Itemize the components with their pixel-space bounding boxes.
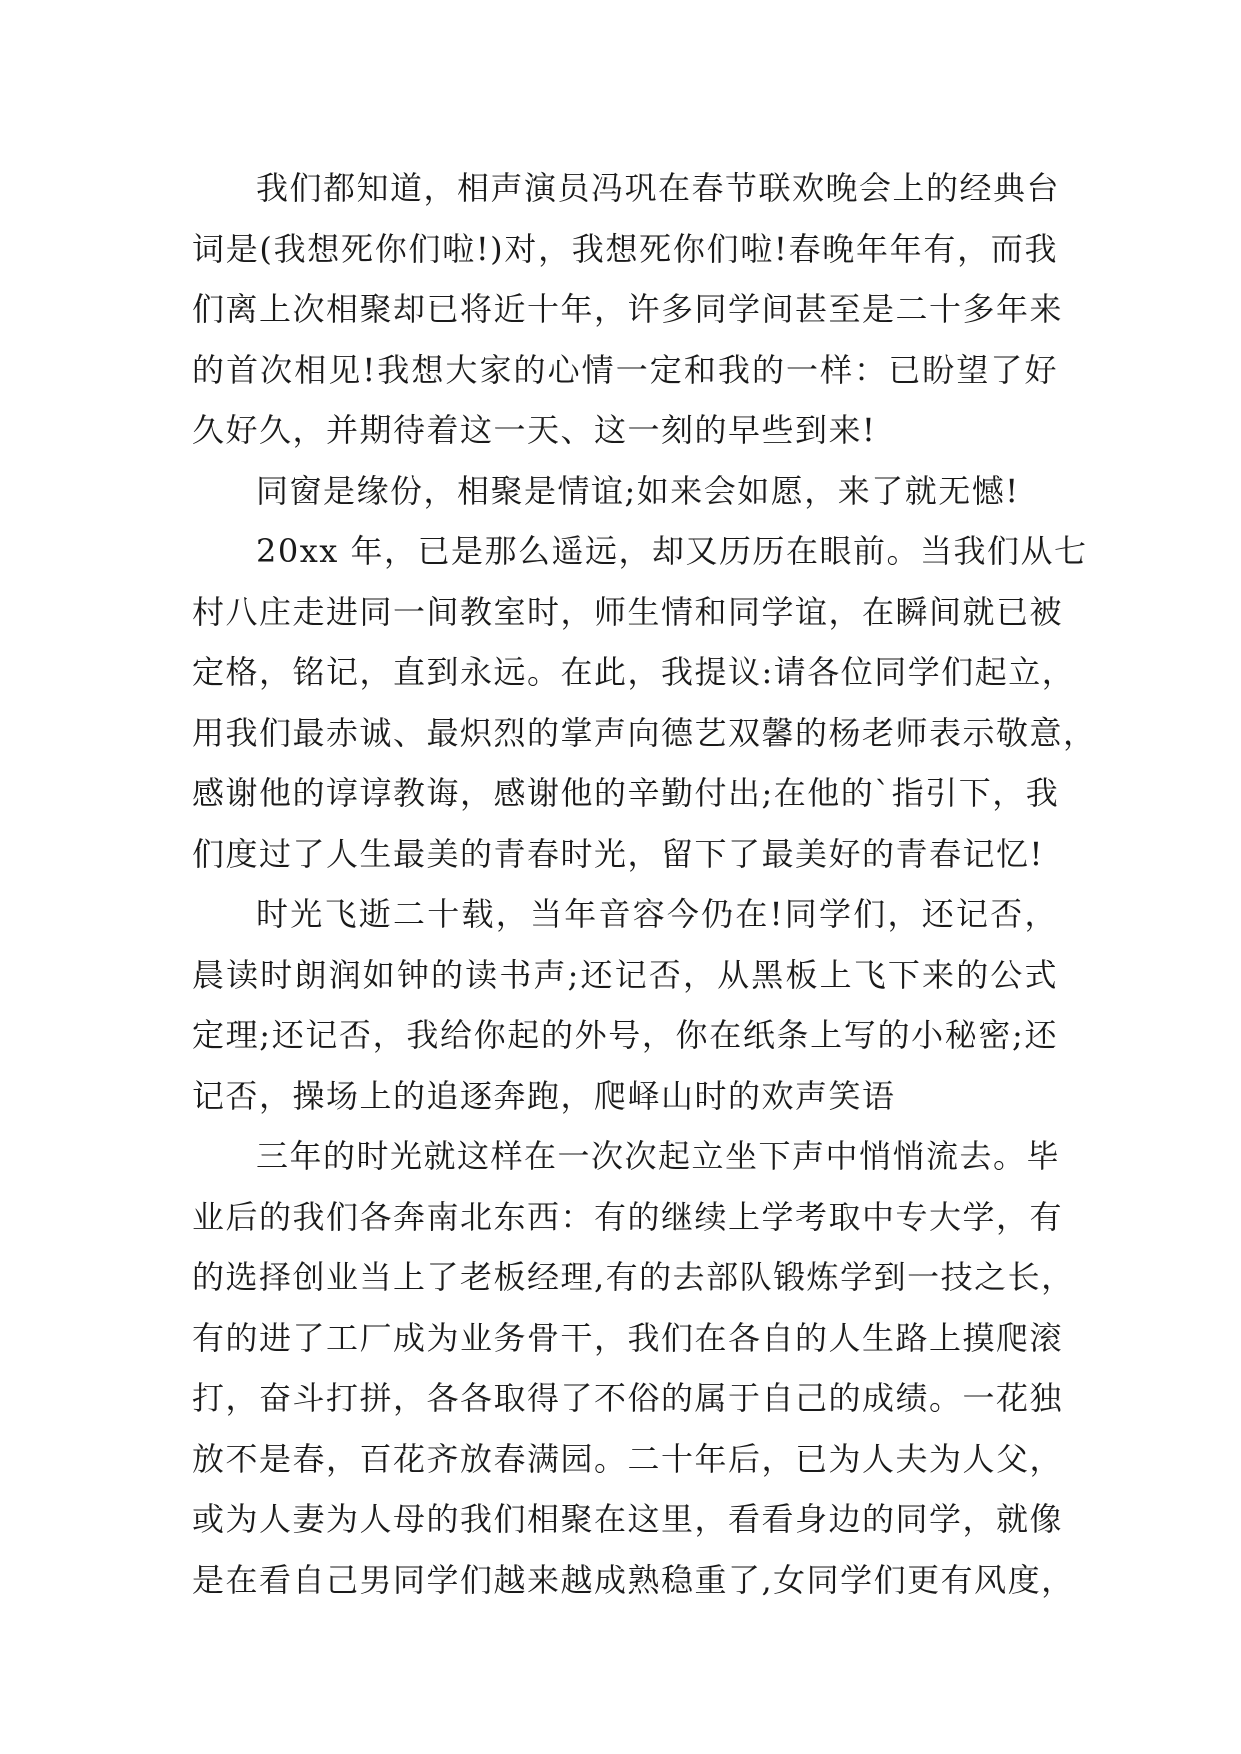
paragraph-5 bbox=[192, 1126, 1075, 1610]
text-line: 或为人妻为人母的我们相聚在这里，看看身边的同学，就像 bbox=[192, 1500, 1064, 1538]
text-line: 词是(我想死你们啦!)对，我想死你们啦!春晚年年有，而我 bbox=[192, 229, 1058, 268]
text-line: 定格，铭记，直到永远。在此，我提议:请各位同学们起立， bbox=[192, 653, 1076, 691]
paragraph-3 bbox=[192, 521, 1097, 884]
document-body bbox=[192, 158, 1097, 1610]
paragraph-1 bbox=[192, 158, 1064, 461]
text-line: 感谢他的谆谆教诲，感谢他的辛勤付出;在他的`指引下，我 bbox=[192, 774, 1060, 812]
text-line: 同窗是缘份，相聚是情谊;如来会如愿，来了就无憾! bbox=[256, 471, 1020, 510]
text-line: 我们都知道，相声演员冯巩在春节联欢晚会上的经典台 bbox=[256, 169, 1061, 207]
text-line: 20xx 年，已是那么遥远，却又历历在眼前。当我们从七 bbox=[256, 532, 1088, 570]
text-line: 定理;还记否，我给你起的外号，你在纸条上写的小秘密;还 bbox=[192, 1016, 1058, 1054]
text-line: 用我们最赤诚、最炽烈的掌声向德艺双馨的杨老师表示敬意， bbox=[192, 713, 1097, 752]
text-line: 放不是春，百花齐放春满园。二十年后，已为人夫为人父， bbox=[192, 1439, 1064, 1478]
text-line: 的选择创业当上了老板经理,有的去部队锻炼学到一技之长， bbox=[192, 1258, 1075, 1296]
text-line: 们度过了人生最美的青春时光，留下了最美好的青春记忆! bbox=[192, 834, 1044, 873]
paragraph-2 bbox=[192, 461, 1058, 522]
text-line: 三年的时光就这样在一次次起立坐下声中悄悄流去。毕 bbox=[256, 1137, 1061, 1175]
text-line: 业后的我们各奔南北东西：有的继续上学考取中专大学，有 bbox=[192, 1197, 1064, 1236]
text-line: 时光飞逝二十载，当年音容今仍在!同学们，还记否， bbox=[256, 895, 1058, 933]
text-line: 晨读时朗润如钟的读书声;还记否，从黑板上飞下来的公式 bbox=[192, 955, 1058, 994]
text-line: 的首次相见!我想大家的心情一定和我的一样：已盼望了好 bbox=[192, 350, 1058, 389]
text-line: 打，奋斗打拼，各各取得了不俗的属于自己的成绩。一花独 bbox=[192, 1379, 1064, 1417]
text-line: 是在看自己男同学们越来越成熟稳重了,女同学们更有风度， bbox=[192, 1560, 1075, 1599]
text-line: 久好久，并期待着这一天、这一刻的早些到来! bbox=[192, 411, 877, 449]
text-line: 村八庄走进同一间教室时，师生情和同学谊，在瞬间就已被 bbox=[192, 592, 1064, 631]
text-line: 有的进了工厂成为业务骨干，我们在各自的人生路上摸爬滚 bbox=[192, 1318, 1064, 1357]
paragraph-4 bbox=[192, 884, 1058, 1126]
text-line: 们离上次相聚却已将近十年，许多同学间甚至是二十多年来 bbox=[192, 290, 1064, 328]
text-line: 记否，操场上的追逐奔跑，爬峄山时的欢声笑语 bbox=[192, 1076, 896, 1115]
